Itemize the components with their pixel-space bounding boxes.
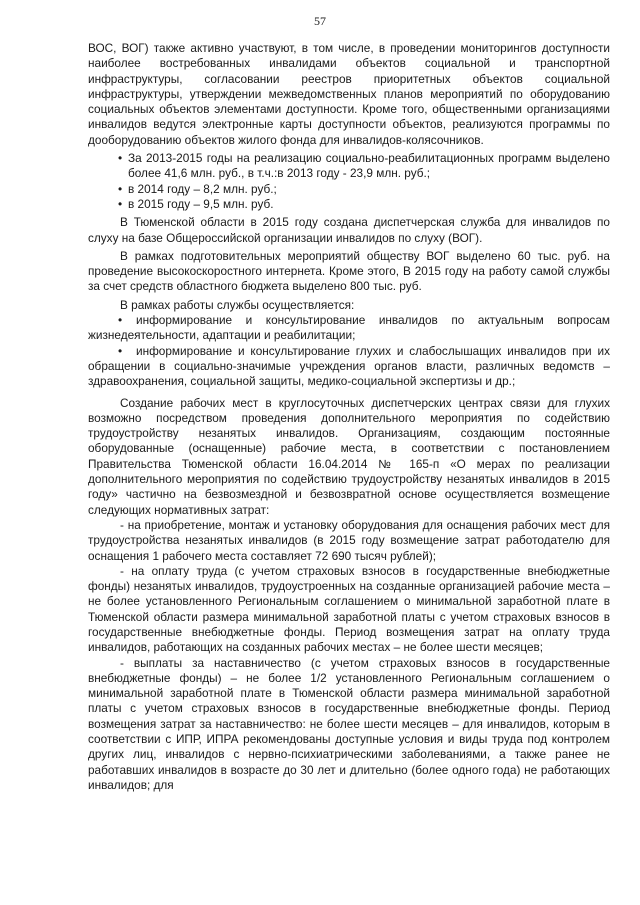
list-item-funding-2014 xyxy=(88,182,610,197)
list-item-text: За 2013-2015 годы на реализацию социально-реабилитационных программ выделено более 41,6 млн. руб., в т.ч.:в 2013 году - 23,9 млн. руб.; xyxy=(128,151,610,181)
list-item-text: информирование и консультирование глухих и слабослышащих инвалидов при их обращении в социально-значимые учреждения органов власти, различных ведомств – здравоохранения, социальной защиты, медико-социальной экспертизы и др.; xyxy=(88,343,610,389)
paragraph-preparatory-measures: В рамках подготовительных мероприятий обществу ВОГ выделено 60 тыс. руб. на проведение высокоскоростного интернета. Кроме этого, В 2015 году на работу самой службы за счет средств областного бюджета выделено 800 тыс. руб. xyxy=(88,248,610,294)
bullet-icon: • xyxy=(118,151,123,166)
list-item-text: в 2014 году – 8,2 млн. руб.; xyxy=(128,181,277,196)
paragraph-job-creation: Создание рабочих мест в круглосуточных диспетчерских центрах связи для глухих возможно посредством проведения дополнительного мероприятия по содействию трудоустройству незанятых инвалидов. Организациям, создающим постоянные оборудованные (оснащенные) рабочие места, в соответствии с постановлением Правительства Тюменской области 16.04.2014 № 165-п «О мерах по реализации дополнительного мероприятия по содействию трудоустройству незанятых инвалидов в 2015 году» частично на безвозмездной и безвозвратной основе осуществляется возмещение следующих нормативных затрат: xyxy=(88,395,610,517)
paragraph-mentoring-costs: - выплаты за наставничество (с учетом страховых взносов в государственные внебюджетные фонды) – не более 1/2 установленного Региональным соглашением о минимальной заработной плате в Тюменской области размера минимальной заработной платы с учетом страховых взносов в государственные внебюджетные фонды. Период возмещения затрат за наставничество: не более шести месяцев – для инвалидов, которым в соответствии с ИПР, ИПРА рекомендованы доступные условия и виды труда под контролем других лиц, инвалидов с нервно-психиатрическими заболеваниями, а также ранее не работавших инвалидов в возрасте до 30 лет и длительно (более одного года) не работающих инвалидов; для xyxy=(88,655,610,792)
page-number: 57 xyxy=(314,14,326,28)
paragraph-labor-costs: - на оплату труда (с учетом страховых взносов в государственные внебюджетные фонды) незанятых инвалидов, трудоустроенных на созданные организацией рабочие места – не более установленного Региональным соглашением о минимальной заработной плате в Тюменской области размера минимальной заработной платы с учетом страховых взносов в государственные внебюджетные фонды. Период возмещения затрат на оплату труда инвалидов, работающих на созданных рабочих местах – не более шести месяцев; xyxy=(88,563,610,655)
paragraph-public-organizations: ВОС, ВОГ) также активно участвуют, в том числе, в проведении мониторингов доступности наиболее востребованных инвалидами объектов социальной и транспортной инфраструктуры, согласовании реестров приоритетных объектов социальной инфраструктуры, утверждении межведомственных планов мероприятий по оборудованию социальных объектов элементами доступности. Кроме того, общественными организациями инвалидов ведутся электронные карты доступности объектов, реализуются программы по дооборудованию объектов жилого фонда для инвалидов-колясочников. xyxy=(88,41,610,147)
paragraph-service-scope: В рамках работы службы осуществляется: xyxy=(120,297,355,312)
list-item-funding-total xyxy=(88,151,610,182)
paragraph-equipment-costs: - на приобретение, монтаж и установку оборудования для оснащения рабочих мест для трудоустройства незанятых инвалидов (в 2015 году возмещение затрат работодателю для оснащения 1 рабочего места составляет 72 690 тысяч рублей); xyxy=(88,517,610,563)
paragraph-dispatch-service: В Тюменской области в 2015 году создана диспетчерская служба для инвалидов по слуху на базе Общероссийской организации инвалидов по слуху (ВОГ). xyxy=(88,215,610,245)
document-body xyxy=(88,41,610,793)
list-item-funding-2015 xyxy=(88,197,610,212)
list-item-informing-disabled xyxy=(88,313,610,344)
list-item-text: информирование и консультирование инвалидов по актуальным вопросам жизнедеятельности, адаптации и реабилитации; xyxy=(88,313,610,343)
bullet-icon: • xyxy=(118,181,123,196)
list-item-text: в 2015 году – 9,5 млн. руб. xyxy=(128,196,274,211)
bullet-icon: • xyxy=(118,196,123,211)
list-item-informing-deaf xyxy=(88,344,610,390)
bullet-icon: • xyxy=(118,313,123,328)
bullet-icon: • xyxy=(118,343,123,358)
